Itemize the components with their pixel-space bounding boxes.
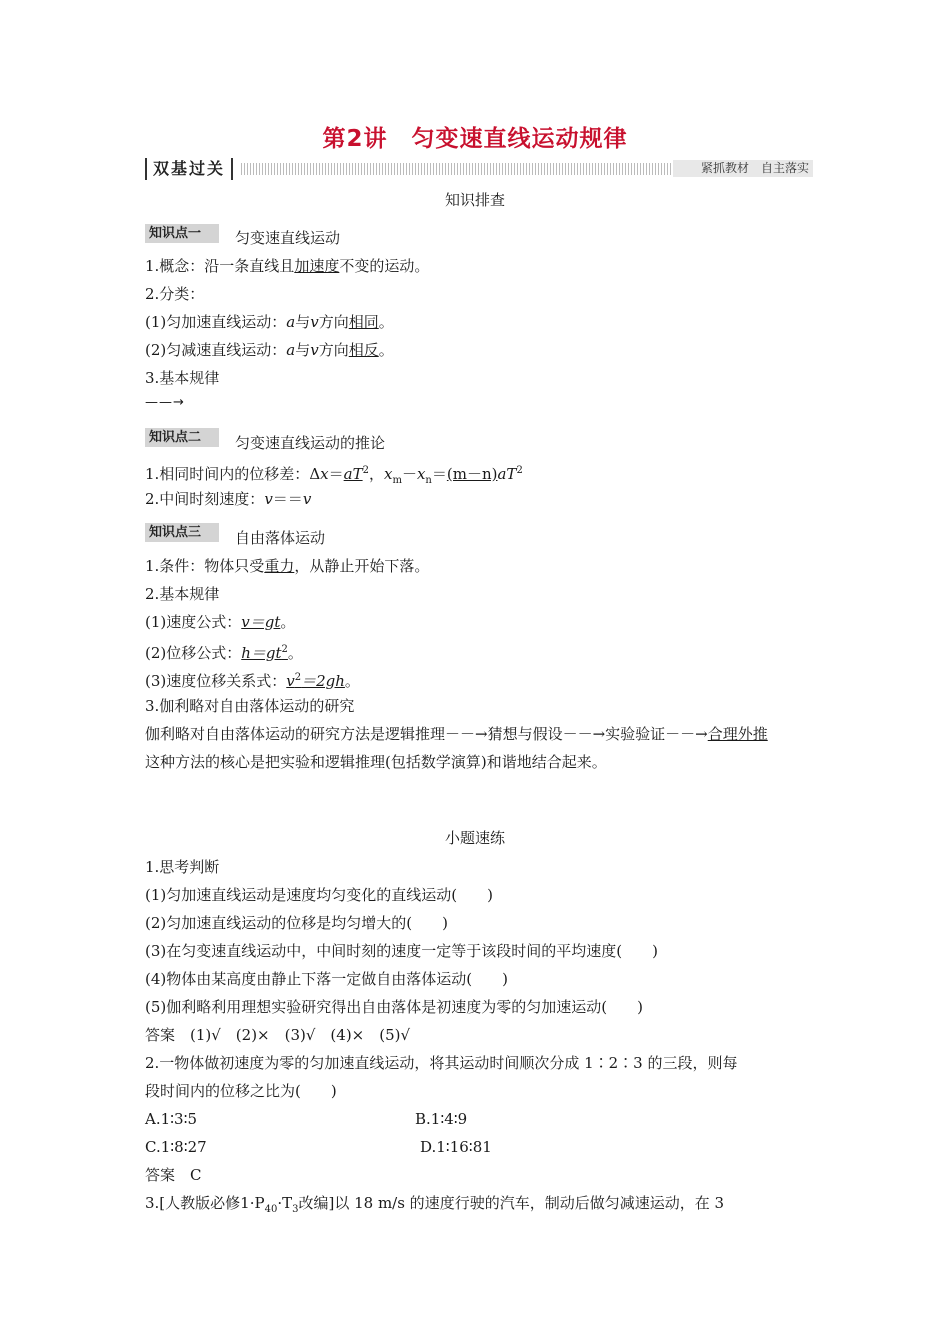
section-heading-practice: 小题速练 (444, 829, 505, 847)
kp1-line5: 3.基本规律 (145, 369, 220, 387)
q2-option-c: C.1∶8∶27 (145, 1138, 207, 1156)
kp3-line3: (1)速度公式：v＝gt。 (145, 613, 296, 631)
section-banner (145, 158, 813, 180)
kp3-line7: 伽利略对自由落体运动的研究方法是逻辑推理－－→猜想与假设－－→实验验证－－→合理外推 (145, 725, 768, 743)
kp1-line2: 2.分类： (145, 285, 205, 303)
q2-option-a: A.1∶3∶5 (145, 1110, 198, 1128)
section-heading-knowledge: 知识排查 (444, 191, 505, 209)
kp3-line2: 2.基本规律 (145, 585, 220, 603)
q2-option-b: B.1∶4∶9 (415, 1110, 468, 1128)
kp3-title: 自由落体运动 (235, 529, 326, 547)
q2-answer: 答案 C (145, 1166, 202, 1184)
kp1-line4: (2)匀减速直线运动：a与v方向相反。 (145, 341, 394, 359)
q1-item: (3)在匀变速直线运动中，中间时刻的速度一定等于该段时间的平均速度( ) (145, 942, 658, 960)
q1-heading: 1.思考判断 (145, 858, 220, 876)
kp2-line1: 1.相同时间内的位移差：$\Delta x=aT^2$，$x_m-x_n=(m-n)aT^2$ (145, 465, 523, 486)
kp3-line5: (3)速度位移关系式：$v^2=2gh$。 (145, 672, 360, 690)
kp1-line3: (1)匀加速直线运动：a与v方向相同。 (145, 313, 394, 331)
kp3-line1: 1.条件：物体只受重力，从静止开始下落。 (145, 557, 430, 575)
q1-item: (5)伽利略利用理想实验研究得出自由落体是初速度为零的匀加速运动( ) (145, 998, 643, 1016)
banner-left-label: 双基过关 (145, 158, 233, 180)
kp1-title: 匀变速直线运动 (235, 229, 341, 247)
q1-item: (1)匀加速直线运动是速度均匀变化的直线运动( ) (145, 886, 493, 904)
kp1-tag: 知识点一 (145, 224, 219, 243)
kp2-tag: 知识点二 (145, 428, 219, 447)
q3-stem: 3.[人教版必修$1\cdot P_{40}\cdot T_3$改编]以 18 m/s 的速度行驶的汽车，制动后做匀减速运动，在 3 (145, 1194, 725, 1215)
q1-answer: 答案 (1)√ (2)× (3)√ (4)× (5)√ (145, 1026, 411, 1044)
kp3-tag: 知识点三 (145, 523, 219, 542)
kp3-line8: 这种方法的核心是把实验和逻辑推理(包括数学演算)和谐地结合起来。 (145, 753, 607, 771)
page-title: 第2讲 匀变速直线运动规律 (322, 126, 628, 152)
kp1-line1: 1.概念：沿一条直线且加速度不变的运动。 (145, 257, 430, 275)
q1-item: (4)物体由某高度由静止下落一定做自由落体运动( ) (145, 970, 508, 988)
q2-stem-line2: 段时间内的位移之比为( ) (145, 1082, 337, 1100)
q2-option-d: D.1∶16∶81 (420, 1138, 492, 1156)
kp3-line6: 3.伽利略对自由落体运动的研究 (145, 697, 355, 715)
kp2-title: 匀变速直线运动的推论 (235, 434, 386, 452)
banner-right-label: 紧抓教材 自主落实 (673, 160, 813, 177)
q1-item: (2)匀加速直线运动的位移是均匀增大的( ) (145, 914, 448, 932)
kp3-line4: (2)位移公式：$h=gt^2$。 (145, 644, 303, 662)
q2-stem-line1: 2.一物体做初速度为零的匀加速直线运动，将其运动时间顺次分成 1∶2∶3 的三段，则每 (145, 1054, 738, 1072)
kp1-arrow: ——→ (145, 395, 185, 410)
banner-divider (241, 163, 673, 175)
kp2-line2: 2.中间时刻速度：v＝＝v (145, 490, 312, 508)
